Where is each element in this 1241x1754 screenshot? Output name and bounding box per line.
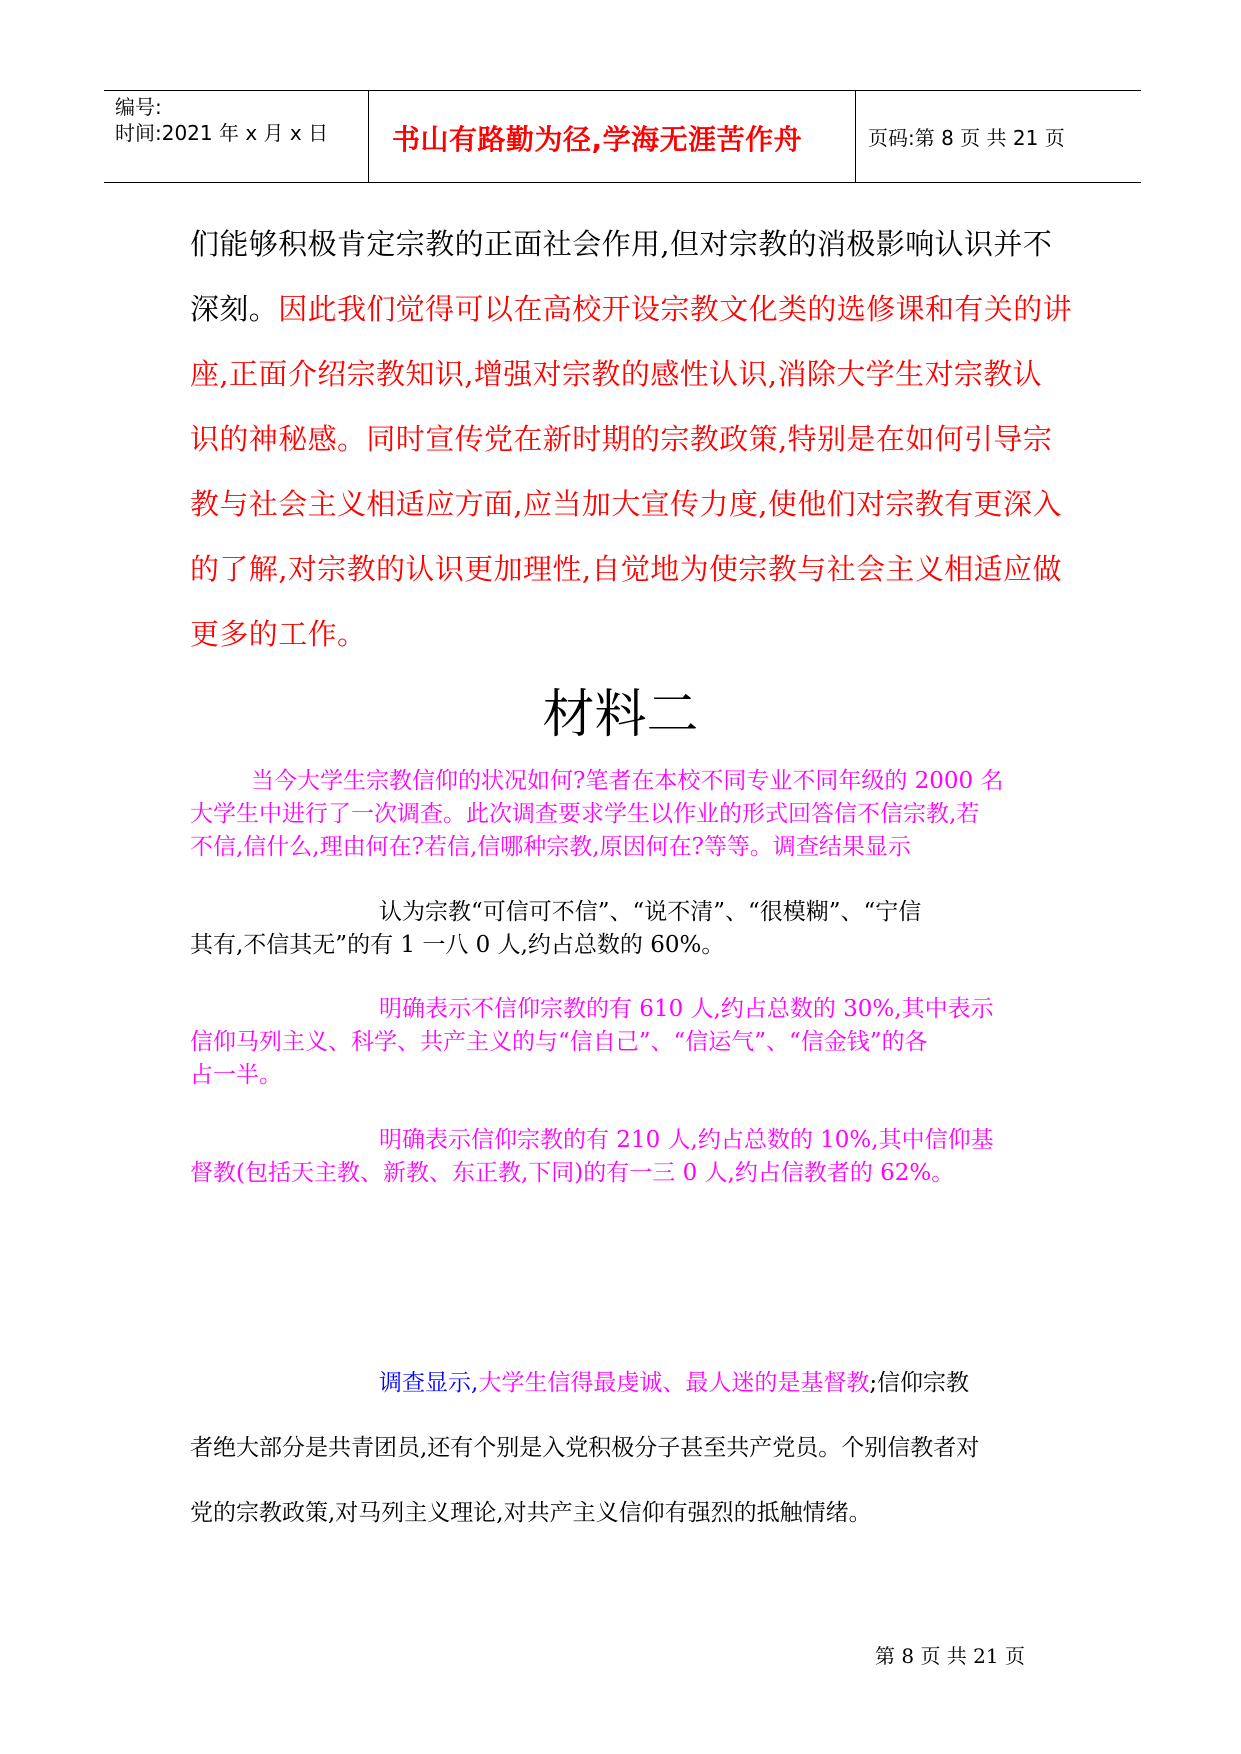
header-bottom-rule: [104, 182, 1141, 183]
paragraph-line: 占一半。: [190, 1062, 282, 1088]
paragraph-findings-line-2: 者绝大部分是共青团员,还有个别是入党积极分子甚至共产党员。个别信教者对: [190, 1435, 980, 1461]
page-footer: 第 8 页 共 21 页: [875, 1644, 1025, 1668]
paragraph-line: 大学生中进行了一次调查。此次调查要求学生以作业的形式回答信不信宗教,若: [190, 801, 980, 827]
paragraph-believers: [190, 1124, 1052, 1190]
body-line-2-black: 深刻。: [190, 292, 279, 326]
header-motto: 书山有路勤为径,学海无涯苦作舟: [392, 123, 803, 156]
paragraph-survey-intro: [190, 765, 1052, 864]
section-title: 材料二: [542, 685, 699, 745]
paragraph-findings-line-1: [379, 1351, 969, 1416]
paragraph-line: 不信,信什么,理由何在?若信,信哪种宗教,原因何在?等等。调查结果显示: [190, 834, 911, 860]
page-label: 页码:第 8 页 共 21 页: [868, 126, 1065, 150]
header-divider-right: [855, 90, 856, 182]
paragraph-line: 明确表示信仰宗教的有 210 人,约占总数的 10%,其中信仰基: [379, 1127, 994, 1153]
serial-label: 编号:: [115, 95, 162, 119]
header-divider-left: [368, 90, 369, 182]
paragraph-uncertain: [190, 896, 1052, 962]
paragraph-line: 督教(包括天主教、新教、东正教,下同)的有一三 0 人,约占信教者的 62%。: [190, 1160, 955, 1186]
paragraph-non-believers: [190, 993, 1052, 1092]
body-line-3: 座,正面介绍宗教知识,增强对宗教的感性认识,消除大学生对宗教认: [190, 357, 1043, 391]
header-top-rule: [104, 90, 1141, 91]
paragraph-line: 当今大学生宗教信仰的状况如何?笔者在本校不同专业不同年级的 2000 名: [251, 768, 1004, 794]
findings-blue-text: 调查显示,: [379, 1370, 479, 1396]
findings-magenta-text: 大学生信得最虔诚、最人迷的是基督教: [478, 1370, 870, 1396]
time-label: 时间:2021 年 x 月 x 日: [115, 121, 329, 145]
findings-black-text: ;信仰宗教: [869, 1370, 970, 1396]
paragraph-line: 信仰马列主义、科学、共产主义的与“信自己”、“信运气”、“信金钱”的各: [190, 1029, 928, 1055]
body-line-6: 的了解,对宗教的认识更加理性,自觉地为使宗教与社会主义相适应做: [190, 552, 1062, 586]
paragraph-findings-line-3: 党的宗教政策,对马列主义理论,对共产主义信仰有强烈的抵触情绪。: [190, 1500, 872, 1526]
body-line-7: 更多的工作。: [190, 617, 367, 651]
body-line-4: 识的神秘感。同时宣传党在新时期的宗教政策,特别是在如何引导宗: [190, 422, 1053, 456]
paragraph-line: 明确表示不信仰宗教的有 610 人,约占总数的 30%,其中表示: [379, 996, 994, 1022]
body-line-1: 们能够积极肯定宗教的正面社会作用,但对宗教的消极影响认识并不: [190, 227, 1053, 261]
body-line-2-red: 因此我们觉得可以在高校开设宗教文化类的选修课和有关的讲: [278, 292, 1073, 326]
paragraph-line: 其有,不信其无”的有 1 一八 0 人,约占总数的 60%。: [190, 932, 725, 958]
body-line-5: 教与社会主义相适应方面,应当加大宣传力度,使他们对宗教有更深入: [190, 487, 1062, 521]
body-line-2: [190, 289, 1072, 329]
paragraph-line: 认为宗教“可信可不信”、“说不清”、“很模糊”、“宁信: [379, 899, 922, 925]
